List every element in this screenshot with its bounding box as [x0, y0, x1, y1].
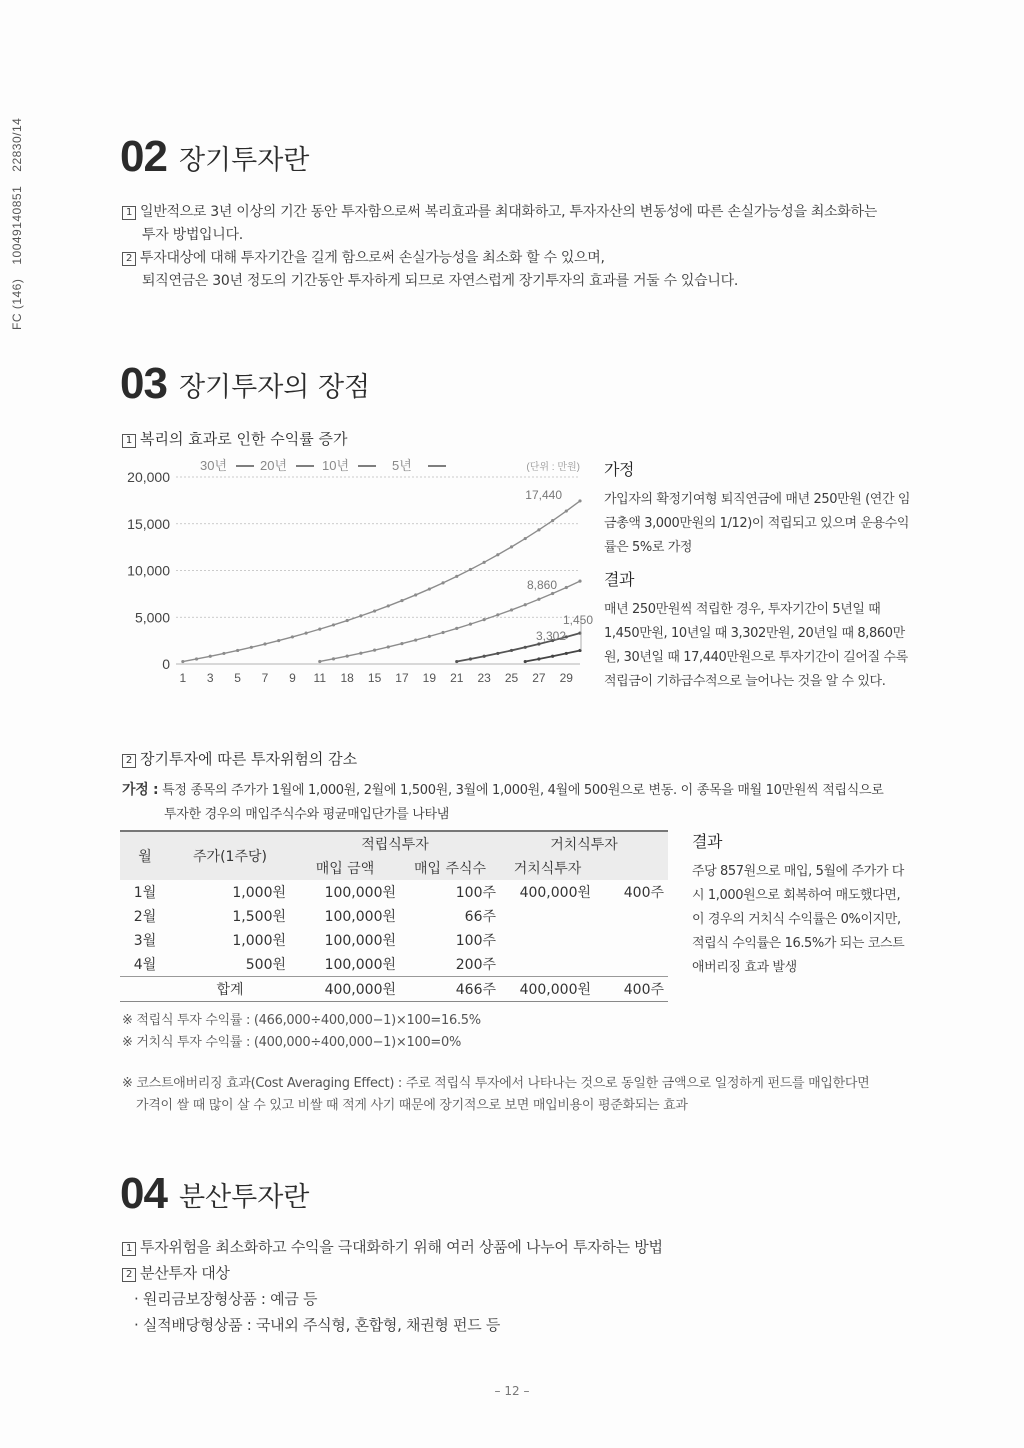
subsection-compound: 1 복리의 효과로 인한 수익률 증가 [122, 428, 347, 449]
x-tick-label: 15 [367, 671, 382, 685]
data-point [373, 609, 376, 612]
x-tick-label: 3 [206, 671, 214, 685]
return-notes: ※ 적립식 투자 수익률 : (466,000÷400,000−1)×100=16.5% ※ 거치식 투자 수익률 : (400,000÷400,000−1)×100=0% [122, 1013, 481, 1050]
data-point [551, 655, 554, 658]
data-point [277, 639, 280, 642]
data-point [359, 614, 362, 617]
subsection-risk: 2 장기투자에 따른 투자위험의 감소 [122, 748, 357, 769]
legend-label: 10년 [322, 458, 350, 473]
y-tick-label: 15,000 [127, 515, 170, 532]
data-point [291, 635, 294, 638]
section-04-heading [120, 1169, 310, 1218]
data-point [483, 655, 486, 658]
data-label: 17,440 [525, 488, 562, 502]
data-point [551, 519, 554, 522]
data-point [483, 618, 486, 621]
table-total-row: 합계 400,000원 466주 400,000원 400주 [120, 977, 668, 1002]
data-point [565, 652, 568, 655]
side-document-code: FC (146)1004914085122830/14 [10, 117, 24, 330]
data-point [373, 649, 376, 652]
data-point [318, 628, 321, 631]
x-tick-label: 17 [395, 671, 409, 685]
table-row: 4월 500원 100,000원 200주 [133, 957, 496, 973]
data-point [551, 592, 554, 595]
x-tick-label: 21 [450, 671, 464, 685]
data-point [414, 638, 417, 641]
legend-label: 5년 [392, 458, 412, 473]
table-result: 결과 주당 857원으로 매입, 5월에 주가가 다시 1,000원으로 회복하여 매도했다면, 이 경우의 거치식 수익률은 0%이지만, 적립식 수익률은 16.5%가 되는 코스트 애버리징 효과 발생 [692, 832, 905, 975]
y-tick-label: 20,000 [127, 469, 170, 485]
data-point [359, 652, 362, 655]
cost-averaging-note: ※ 코스트애버리징 효과(Cost Averaging Effect) : 주로 적립식 투자에서 나타나는 것으로 동일한 금액으로 일정하게 펀드를 매입한다면 가격이 쌀 때 많이 살 수 있고 비쌀 때 적게 사기 때문에 장기적으로 보면 매입비용이 평준화되는 효과 [122, 1076, 870, 1113]
x-tick-label: 1 [179, 671, 187, 685]
section-04-body: 1 투자위험을 최소화하고 수익을 극대화하기 위해 여러 상품에 나누어 투자하는 방법 2 분산투자 대상 · 원리금보장형상품 : 예금 등 · 실적배당형상품 : 국내외 주식형, 혼합형, 채권형 펀드 등 [122, 1234, 663, 1338]
data-point [387, 604, 390, 607]
data-point [441, 631, 444, 634]
unit-label: (단위 : 만원) [526, 462, 580, 473]
data-label: 1,450 [562, 613, 593, 627]
series-line-30년 [183, 501, 580, 662]
section-title: 분산투자란 [178, 1182, 310, 1213]
table-row: 1월 1,000원 100,000원 100주 400,000원 400주 [133, 885, 664, 901]
data-point [469, 623, 472, 626]
x-tick-label: 23 [477, 671, 491, 685]
data-point [524, 537, 527, 540]
data-point [332, 657, 335, 660]
data-point [305, 632, 308, 635]
data-point [346, 655, 349, 658]
x-tick-label: 5 [234, 671, 241, 685]
x-tick-label: 7 [261, 671, 269, 685]
chart-assumption: 가정 가입자의 확정기여형 퇴직연금에 매년 250만원 (연간 임금총액 3,000만원의 1/12)이 적립되고 있으며 운용수익률은 5%로 가정 결과 매년 250만원씩 적립한 경우, 투자기간이 5년일 때 1,450만원, 10년일 때 3,302만원, 20년일 때 8,860만원, 30년일 때 17,440만원으로 투자기간이 길어질 수록 적립금이 기하급수적으로 늘어나는 것을 알 수 있다. [604, 460, 910, 689]
series-line-20년 [320, 581, 580, 661]
x-tick-label: 18 [340, 671, 354, 685]
data-point [414, 593, 417, 596]
data-point [209, 655, 212, 658]
legend-label: 30년 [200, 458, 228, 473]
section-number: 04 [120, 1169, 167, 1218]
y-tick-label: 5,000 [134, 609, 170, 626]
data-label: 8,860 [526, 578, 557, 592]
data-point [195, 657, 198, 660]
data-point [578, 499, 581, 502]
section-number: 02 [120, 132, 167, 181]
section-03-heading [120, 359, 371, 408]
data-point [565, 586, 568, 589]
data-point [236, 649, 239, 652]
x-tick-label: 29 [559, 671, 573, 685]
section-02-heading [120, 132, 310, 181]
data-point [496, 613, 499, 616]
data-point [578, 580, 581, 583]
data-point [222, 652, 225, 655]
data-point [537, 528, 540, 531]
x-tick-label: 11 [313, 671, 327, 685]
table-row: 2월 1,500원 100,000원 66주 [133, 909, 496, 925]
section-02-body: 1 일반적으로 3년 이상의 기간 동안 투자함으로써 복리효과를 최대화하고, 투자자산의 변동성에 따른 손실가능성을 최소화하는 투자 방법입니다. 2 투자대상에 대해 투자기간을 길게 함으로써 손실가능성을 최소화 할 수 있으며, 퇴직연금은 30년 정도의 기간동안 투자하게 되므로 자연스럽게 장기투자의 효과를 거둘 수 있습니다. [122, 201, 877, 293]
data-point [332, 623, 335, 626]
data-point [496, 553, 499, 556]
data-point [400, 642, 403, 645]
data-point [346, 619, 349, 622]
data-point [428, 587, 431, 590]
data-point [387, 645, 390, 648]
data-point [455, 627, 458, 630]
data-point [455, 660, 458, 663]
page-number: – 12 – [494, 1384, 530, 1398]
table-assumption: 가정 : 특정 종목의 주가가 1월에 1,000원, 2월에 1,500원, 3월에 1,000원, 4월에 500원으로 변동. 이 종목을 매월 10만원씩 적립식으로 투자한 경우의 매입주식수와 평균매입단가를 나타냄 [122, 782, 884, 822]
data-point [469, 657, 472, 660]
data-point [524, 603, 527, 606]
data-point [537, 657, 540, 660]
data-point [400, 599, 403, 602]
data-point [263, 642, 266, 645]
table-row: 3월 1,000원 100,000원 100주 [133, 933, 496, 949]
data-point [496, 652, 499, 655]
data-point [510, 649, 513, 652]
data-point [510, 545, 513, 548]
data-label: 3,302 [535, 629, 566, 643]
data-point [510, 608, 513, 611]
section-title: 장기투자란 [178, 145, 310, 176]
data-point [469, 568, 472, 571]
investment-comparison-table: 월 주가(1주당) 적립식투자 거치식투자 매입 금액 매입 주식수 거치식투자 1월 1,000원 100,000원 100주 400,000원 400주 2월 1,500원 100,000원 66주 3월 1,000원 100,000원 100주 4월 500원 100,000원 200주 합계 400,000원 466주 400,000원 400주 [120, 830, 668, 1002]
x-tick-label: 27 [532, 671, 546, 685]
x-tick-label: 9 [289, 671, 296, 685]
x-tick-label: 19 [422, 671, 437, 685]
compound-growth-chart [110, 452, 600, 692]
data-point [565, 509, 568, 512]
data-point [483, 561, 486, 564]
section-number: 03 [120, 359, 167, 408]
y-tick-label: 10,000 [127, 562, 170, 579]
data-point [181, 660, 184, 663]
data-point [428, 635, 431, 638]
legend-label: 20년 [260, 458, 288, 473]
data-point [318, 660, 321, 663]
data-point [537, 598, 540, 601]
data-point [250, 646, 253, 649]
section-title: 장기투자의 장점 [178, 372, 371, 403]
x-tick-label: 25 [504, 671, 519, 685]
data-point [524, 660, 527, 663]
y-tick-label: 0 [162, 656, 170, 672]
data-point [441, 581, 444, 584]
data-point [455, 575, 458, 578]
data-point [524, 646, 527, 649]
